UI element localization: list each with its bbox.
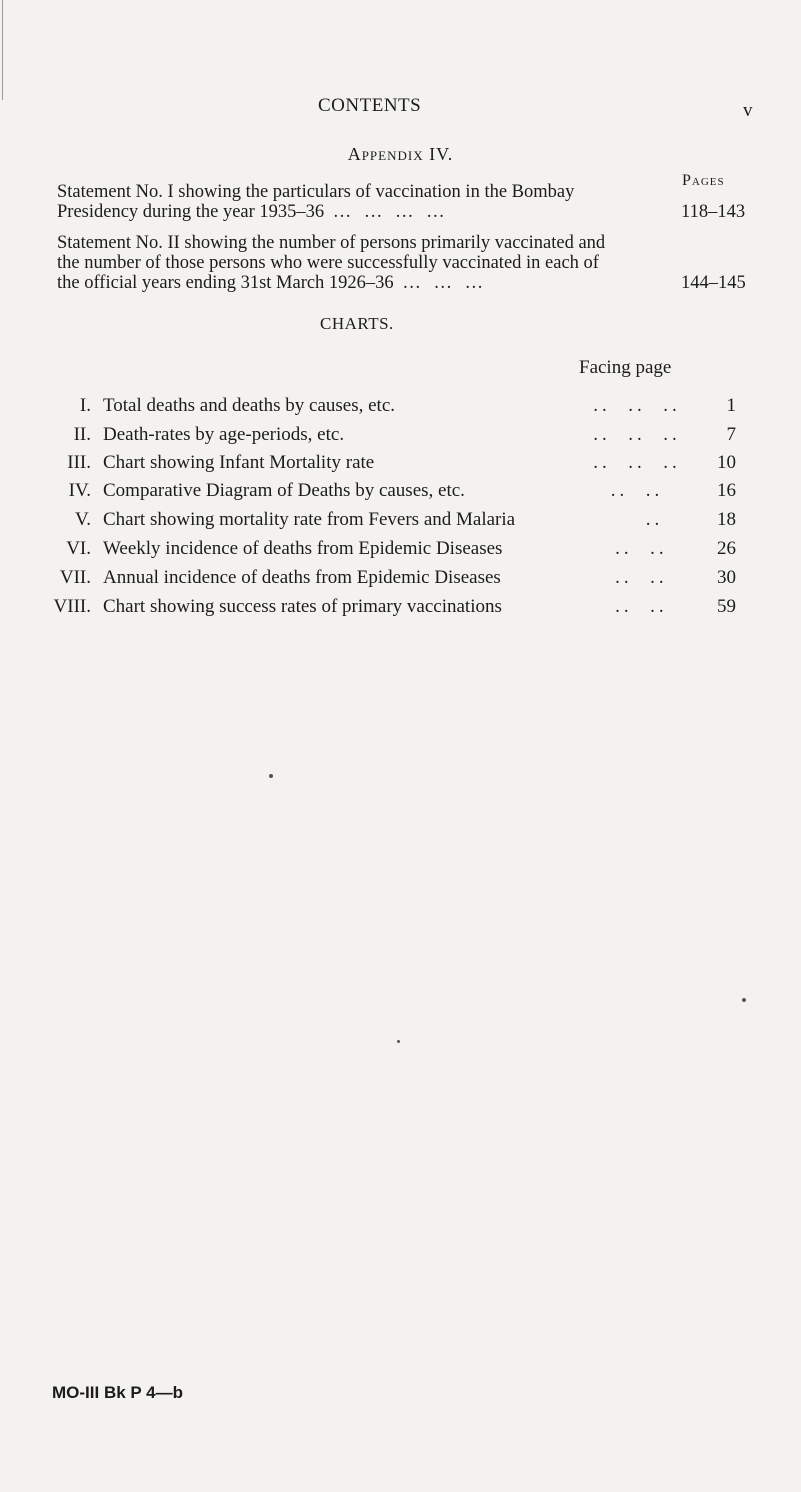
dot-leader: .. (610, 509, 664, 530)
chart-page: 16 (717, 480, 736, 501)
chart-number: III. (67, 452, 91, 473)
dot-leader: … … … … (324, 202, 449, 222)
chart-number: IV. (68, 480, 91, 501)
chart-title: Chart showing Infant Mortality rate (103, 452, 375, 473)
chart-title: Weekly incidence of deaths from Epidemic Diseases (103, 538, 503, 559)
dot-leader: .. .. .. (593, 395, 681, 416)
chart-title: Death-rates by age-periods, etc. (103, 424, 345, 445)
statement-line (57, 273, 657, 293)
chart-number: VII. (59, 567, 91, 588)
chart-list-item (0, 395, 801, 419)
chart-number: II. (73, 424, 91, 445)
chart-list-item (0, 452, 801, 476)
statement-line: Statement No. I showing the particulars of vaccination in the Bombay (57, 182, 575, 202)
chart-number: I. (79, 395, 91, 416)
statement-line (57, 202, 657, 222)
chart-page: 30 (717, 567, 736, 588)
chart-title: Annual incidence of deaths from Epidemic Diseases (103, 567, 501, 588)
page-edge-line (2, 0, 3, 100)
chart-list-item (0, 424, 801, 448)
chart-list-item (0, 480, 801, 504)
chart-title: Total deaths and deaths by causes, etc. (103, 395, 396, 416)
dot-leader: .. .. .. (593, 452, 681, 473)
facing-page-heading: Facing page (579, 357, 672, 378)
dot-leader: .. .. .. (593, 424, 681, 445)
printer-imprint: MO-III Bk P 4—b (52, 1383, 183, 1402)
paper-speck (397, 1040, 400, 1043)
chart-page: 7 (726, 424, 736, 445)
appendix-title: Appendix IV. (347, 144, 454, 164)
statement-entry (57, 182, 657, 222)
dot-leader: .. .. (606, 538, 668, 559)
chart-list-item (0, 567, 801, 591)
chart-title: Comparative Diagram of Deaths by causes, etc. (103, 480, 465, 501)
chart-list-item (0, 509, 801, 533)
chart-number: V. (74, 509, 91, 530)
chart-number: VI. (66, 538, 91, 559)
statement-pages: 118–143 (681, 202, 746, 222)
chart-list-item (0, 596, 801, 620)
statement-entry (57, 233, 657, 293)
chart-page: 26 (717, 538, 736, 559)
paper-speck (742, 998, 746, 1002)
page-title: CONTENTS (318, 95, 422, 116)
page-number: v (743, 100, 753, 121)
statement-line-text: Presidency during the year 1935–36 (57, 202, 325, 222)
chart-number: VIII. (53, 596, 91, 617)
dot-leader: .. .. (606, 596, 668, 617)
dot-leader: .. .. (606, 567, 668, 588)
dot-leader: .. .. (610, 480, 664, 501)
chart-page: 18 (717, 509, 736, 530)
charts-heading: CHARTS. (320, 314, 394, 333)
chart-page: 59 (717, 596, 736, 617)
chart-title: Chart showing success rates of primary vaccinations (103, 596, 502, 617)
statement-pages: 144–145 (681, 273, 746, 293)
dot-leader: … … … (393, 273, 488, 293)
statement-line: the number of those persons who were successfully vaccinated in each of (57, 253, 599, 273)
paper-speck (269, 774, 273, 778)
statement-line-text: the official years ending 31st March 1926–36 (57, 273, 394, 293)
chart-page: 1 (726, 395, 736, 416)
chart-page: 10 (717, 452, 736, 473)
chart-list-item (0, 538, 801, 562)
chart-title: Chart showing mortality rate from Fevers and Malaria (103, 509, 516, 530)
statement-line: Statement No. II showing the number of persons primarily vaccinated and (57, 233, 606, 253)
pages-heading: Pages (682, 172, 725, 189)
